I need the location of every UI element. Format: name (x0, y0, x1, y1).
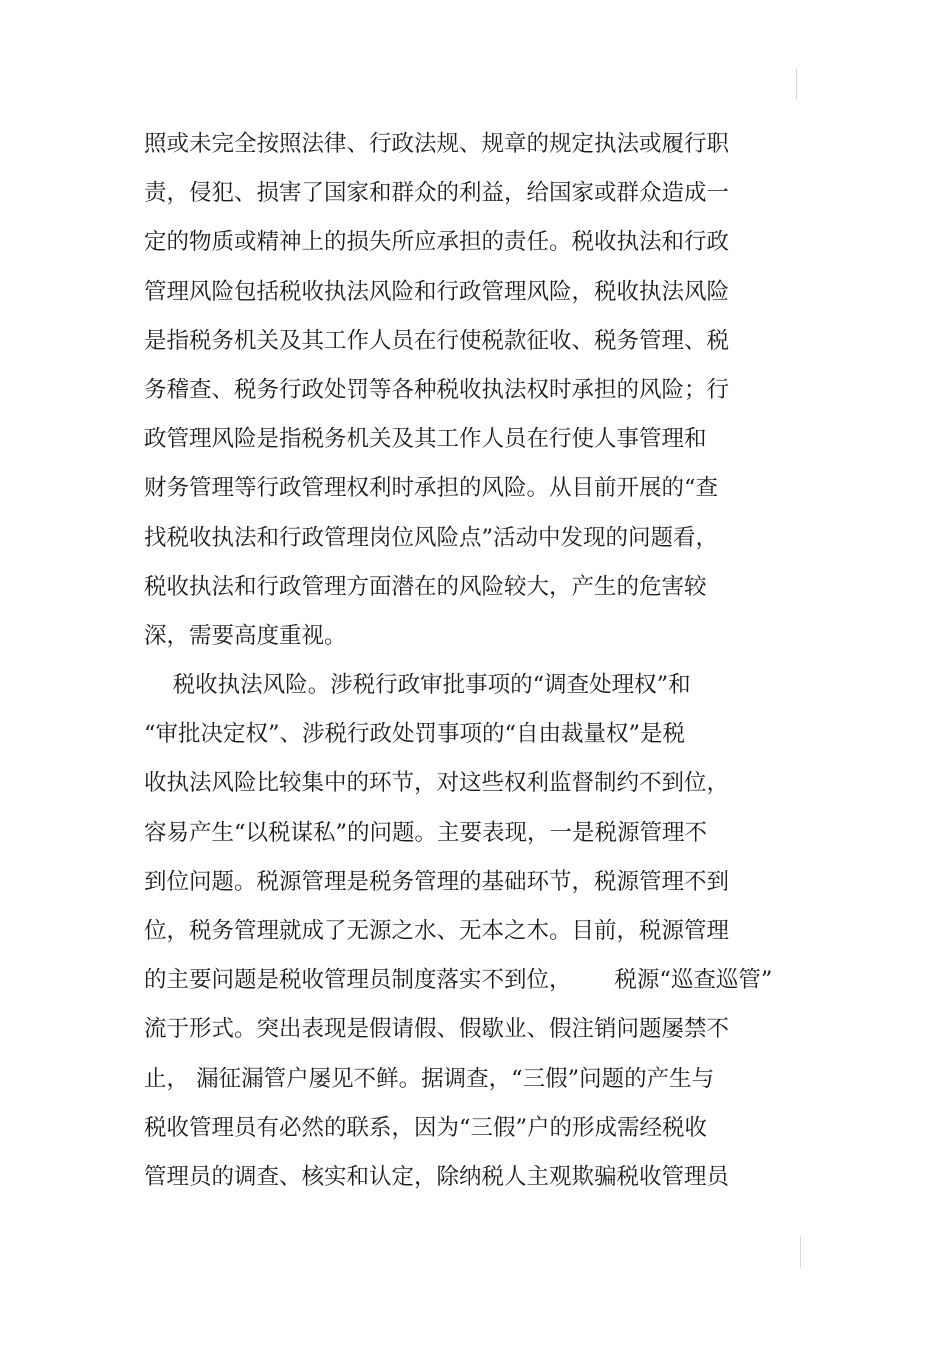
text-line: 流于形式。突出表现是假请假、假歇业、假注销问题屡禁不 (144, 1016, 730, 1043)
text-line: 定的物质或精神上的损失所应承担的责任。税收执法和行政 (144, 229, 730, 256)
text-line: 的主要问题是税收管理员制度落实不到位， 税源“巡查巡管” (144, 967, 773, 994)
body-text (144, 120, 844, 1202)
text-line: 到位问题。税源管理是税务管理的基础环节，税源管理不到 (144, 868, 730, 895)
text-line: 深，需要高度重视。 (144, 622, 347, 649)
text-line: 收执法风险比较集中的环节，对这些权利监督制约不到位， (144, 770, 730, 797)
page-edge-mark (796, 68, 797, 100)
text-line: “审批决定权”、涉税行政处罚事项的“自由裁量权”是税 (144, 721, 686, 748)
text-line: 税收执法风险。涉税行政审批事项的“调查处理权”和 (144, 672, 691, 699)
text-line: 止， 漏征漏管户屡见不鲜。据调查，“三假”问题的产生与 (144, 1065, 715, 1092)
text-line: 管理员的调查、核实和认定，除纳税人主观欺骗税收管理员 (144, 1163, 730, 1190)
text-line: 找税收执法和行政管理岗位风险点”活动中发现的问题看， (144, 524, 719, 551)
text-line: 财务管理等行政管理权利时承担的风险。从目前开展的“查 (144, 475, 719, 502)
text-line: 务稽查、税务行政处罚等各种税收执法权时承担的风险；行 (144, 376, 730, 403)
text-line: 容易产生“以税谋私”的问题。主要表现，一是税源管理不 (144, 819, 708, 846)
text-line: 责，侵犯、损害了国家和群众的利益，给国家或群众造成一 (144, 180, 730, 207)
text-line: 管理风险包括税收执法风险和行政管理风险，税收执法风险 (144, 278, 730, 305)
text-line: 政管理风险是指税务机关及其工作人员在行使人事管理和 (144, 426, 707, 453)
text-line: 税收执法和行政管理方面潜在的风险较大，产生的危害较 (144, 573, 707, 600)
text-line: 照或未完全按照法律、行政法规、规章的规定执法或履行职 (144, 131, 730, 157)
page-edge-mark (800, 1236, 801, 1268)
text-line: 位，税务管理就成了无源之水、无本之木。目前，税源管理 (144, 918, 730, 944)
text-line: 是指税务机关及其工作人员在行使税款征收、税务管理、税 (144, 327, 730, 354)
text-line: 税收管理员有必然的联系，因为“三假”户的形成需经税收 (144, 1114, 708, 1141)
